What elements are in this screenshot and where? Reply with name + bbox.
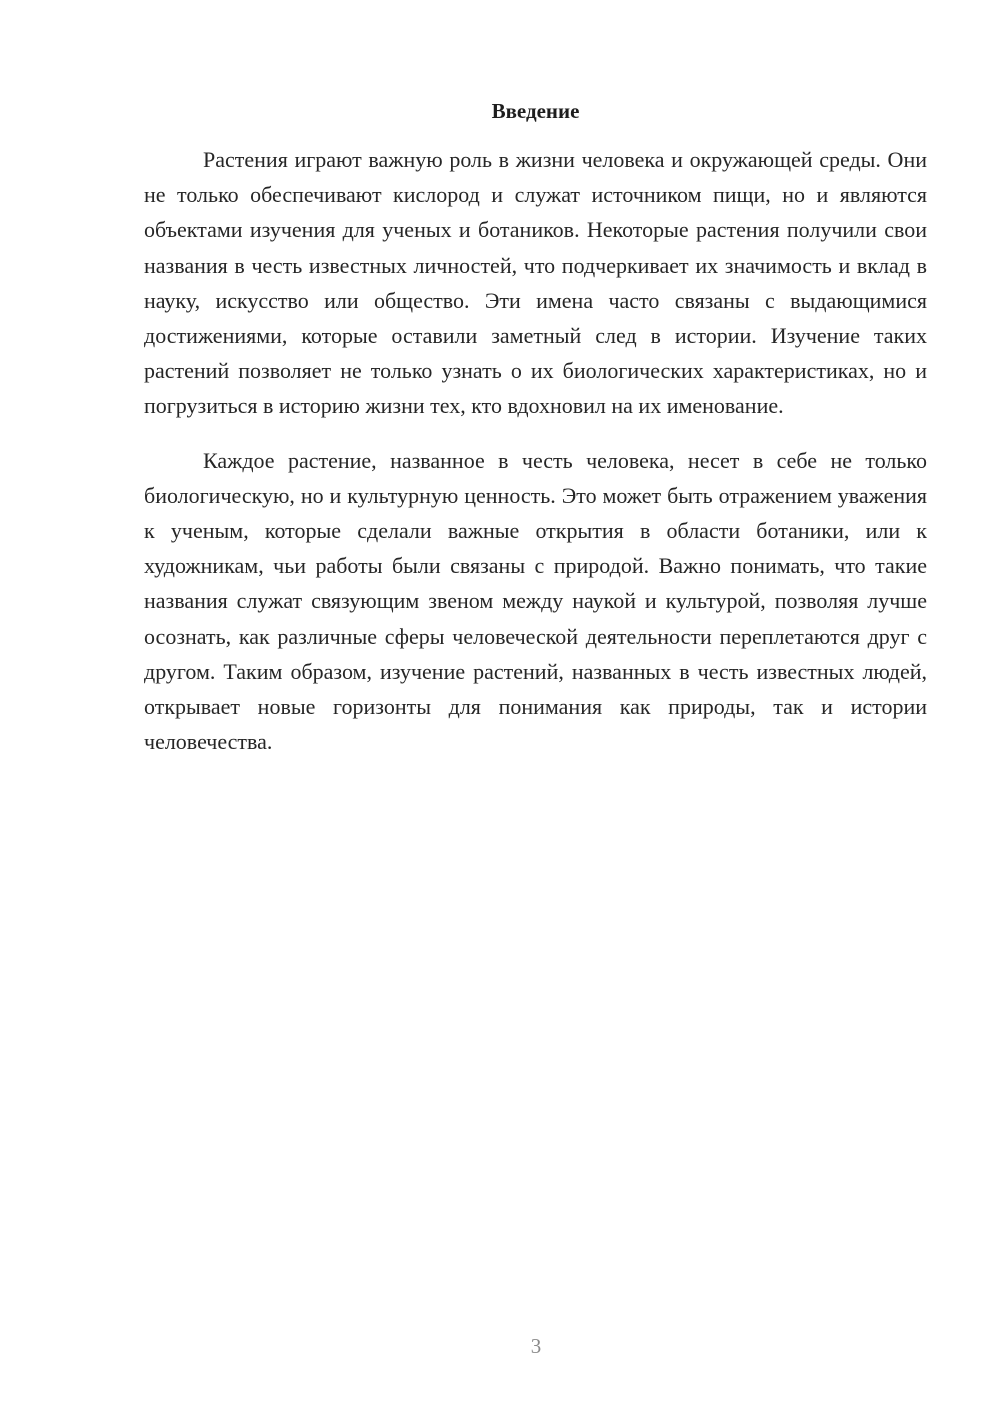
page-content	[144, 96, 927, 759]
paragraph-2: Каждое растение, названное в честь человека, несет в себе не только биологическую, но и культурную ценность. Это может быть отражением уважения к ученым, которые сделали важные открытия в области ботаники, или к художникам, чьи работы были связаны с природой. Важно понимать, что такие названия служат связующим звеном между наукой и культурой, позволяя лучше осознать, как различные сферы человеческой деятельности переплетаются друг с другом. Таким образом, изучение растений, названных в честь известных людей, открывает новые горизонты для понимания как природы, так и истории человечества.	[144, 447, 927, 755]
page-number: 3	[530, 1334, 542, 1358]
section-heading: Введение	[491, 99, 580, 123]
paragraph-1: Растения играют важную роль в жизни человека и окружающей среды. Они не только обеспечивают кислород и служат источником пищи, но и являются объектами изучения для ученых и ботаников. Некоторые растения получили свои названия в честь известных личностей, что подчеркивает их значимость и вклад в науку, искусство или общество. Эти имена часто связаны с выдающимися достижениями, которые оставили заметный след в истории. Изучение таких растений позволяет не только узнать о их биологических характеристиках, но и погрузиться в историю жизни тех, кто вдохновил на их именование.	[144, 147, 927, 419]
